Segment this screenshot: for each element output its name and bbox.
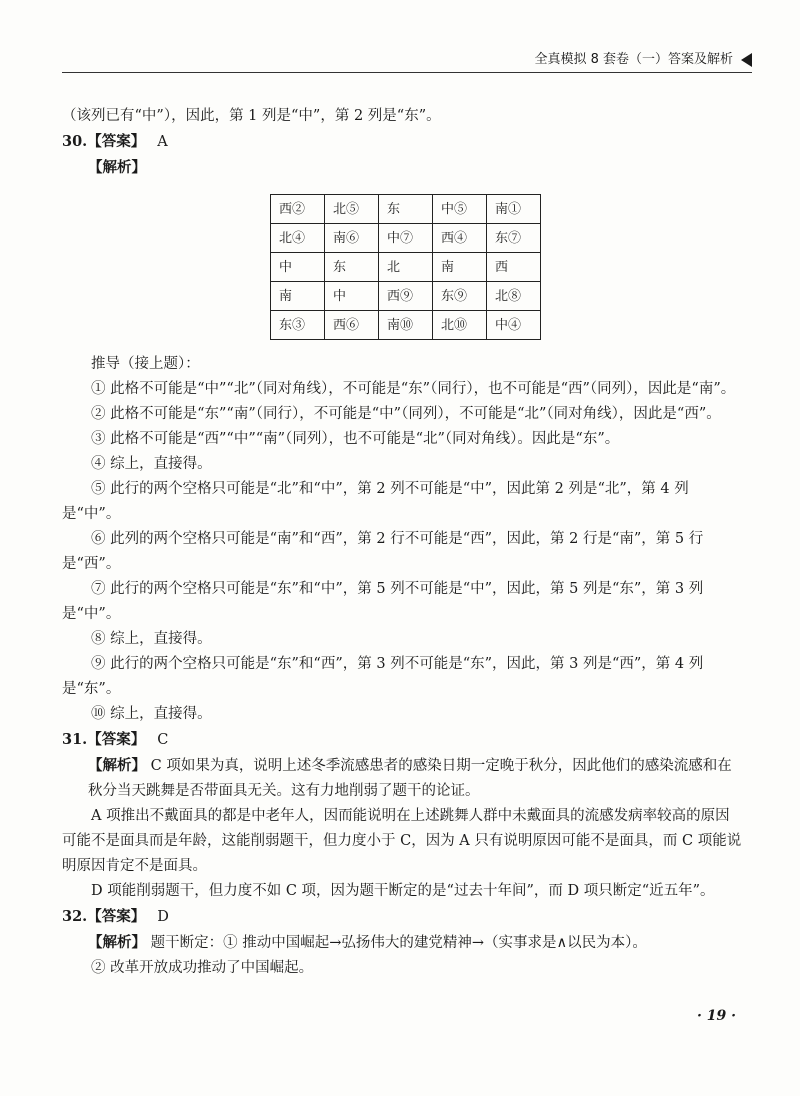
header-title: 全真模拟 8 套卷（一）答案及解析 (534, 52, 733, 67)
grid-cell: 西② (271, 195, 325, 224)
running-header (62, 48, 752, 67)
q30-grid-wrap (270, 194, 742, 340)
q32-analysis (62, 930, 742, 956)
q31-number: 31. (62, 731, 88, 748)
q31-analysis-text: C 项如果为真，说明上述冬季流感患者的感染日期一定晚于秋分，因此他们的感染流感和在秋分当天跳舞是否带面具无关。这有力地削弱了题干的论证。 (88, 758, 732, 799)
deduction-step: ⑩ 综上，直接得。 (91, 706, 212, 722)
triangle-marker-icon (741, 53, 752, 67)
q32-answer-line (62, 904, 742, 930)
grid-cell: 中⑤ (433, 195, 487, 224)
q30-answer-label: 【答案】 (87, 133, 146, 150)
q32-answer: D (157, 909, 169, 925)
q31-answer-line (62, 727, 742, 753)
grid-cell: 北⑩ (433, 311, 487, 340)
grid-cell: 北⑤ (325, 195, 379, 224)
grid-row (271, 195, 541, 224)
grid-cell: 西 (487, 253, 541, 282)
q31-analysis-label: 【解析】 (88, 757, 146, 774)
q32-line2: ② 改革开放成功推动了中国崛起。 (91, 960, 314, 976)
deduction-step: ① 此格不可能是“中”“北”（同对角线），不可能是“东”（同行），也不可能是“西”（同列），因此是“南”。 (91, 381, 736, 397)
grid-cell: 南 (433, 253, 487, 282)
grid-cell: 南⑥ (325, 224, 379, 253)
grid-cell: 北④ (271, 224, 325, 253)
q32-answer-label: 【答案】 (87, 908, 146, 925)
q30-grid (270, 194, 541, 340)
deduction-step: ③ 此格不可能是“西”“中”“南”（同列），也不可能是“北”（同对角线）。因此是“东”。 (91, 431, 620, 447)
grid-cell: 东③ (271, 311, 325, 340)
grid-row (271, 253, 541, 282)
q30-number: 30. (62, 133, 88, 150)
deduction-step: ⑥ 此列的两个空格只可能是“南”和“西”，第 2 行不可能是“西”，因此，第 2 行是“南”，第 5 行是“西”。 (62, 531, 704, 572)
q31-answer-label: 【答案】 (87, 731, 146, 748)
grid-row (271, 282, 541, 311)
grid-cell: 东 (379, 195, 433, 224)
header-rule (62, 72, 752, 73)
grid-cell: 北⑧ (487, 282, 541, 311)
deduction-title: 推导（接上题）： (91, 356, 200, 372)
grid-cell: 南① (487, 195, 541, 224)
q30-answer: A (157, 134, 168, 150)
grid-cell: 南 (271, 282, 325, 311)
grid-cell: 北 (379, 253, 433, 282)
grid-cell: 东⑦ (487, 224, 541, 253)
q32-number: 32. (62, 908, 88, 925)
q32-analysis-text: 题干断定：① 推动中国崛起→弘扬伟大的建党精神→（实事求是∧以民为本）。 (150, 935, 647, 951)
grid-cell: 东⑨ (433, 282, 487, 311)
deduction-step: ④ 综上，直接得。 (91, 456, 212, 472)
deduction-step: ② 此格不可能是“东”“南”（同行），不可能是“中”（同列），不可能是“北”（同对角线），因此是“西”。 (91, 406, 721, 422)
grid-row (271, 224, 541, 253)
q32-analysis-label: 【解析】 (88, 934, 146, 951)
grid-row (271, 311, 541, 340)
grid-cell: 南⑩ (379, 311, 433, 340)
deduction-step: ⑨ 此行的两个空格只可能是“东”和“西”，第 3 列不可能是“东”，因此，第 3 列是“西”，第 4 列是“东”。 (62, 656, 704, 697)
grid-cell: 中⑦ (379, 224, 433, 253)
intro-line: （该列已有“中”），因此，第 1 列是“中”，第 2 列是“东”。 (62, 108, 441, 124)
grid-cell: 西⑥ (325, 311, 379, 340)
deduction-step: ⑧ 综上，直接得。 (91, 631, 212, 647)
q31-para-d: D 项能削弱题干，但力度不如 C 项，因为题干断定的是“过去十年间”，而 D 项只断定“近五年”。 (91, 883, 715, 899)
q31-analysis (62, 753, 742, 804)
deduction-step: ⑦ 此行的两个空格只可能是“东”和“中”，第 5 列不可能是“中”，因此，第 5 列是“东”，第 3 列是“中”。 (62, 581, 704, 622)
page-content (62, 104, 742, 981)
grid-cell: 中 (271, 253, 325, 282)
q31-answer: C (157, 732, 169, 748)
grid-cell: 东 (325, 253, 379, 282)
grid-cell: 西④ (433, 224, 487, 253)
grid-cell: 西⑨ (379, 282, 433, 311)
q31-para-a: A 项推出不戴面具的都是中老年人，因而能说明在上述跳舞人群中未戴面具的流感发病率较高的原因可能不是面具而是年龄，这能削弱题干，但力度小于 C，因为 A 只有说明原因可能不是面具，而 C 项能说明原因肯定不是面具。 (62, 808, 742, 874)
grid-cell: 中 (325, 282, 379, 311)
grid-cell: 中④ (487, 311, 541, 340)
deduction-step: ⑤ 此行的两个空格只可能是“北”和“中”，第 2 列不可能是“中”，因此第 2 列是“北”，第 4 列是“中”。 (62, 481, 689, 522)
q30-answer-line (62, 129, 742, 155)
page-number: · 19 · (697, 1008, 736, 1024)
q30-analysis-label: 【解析】 (88, 159, 146, 176)
